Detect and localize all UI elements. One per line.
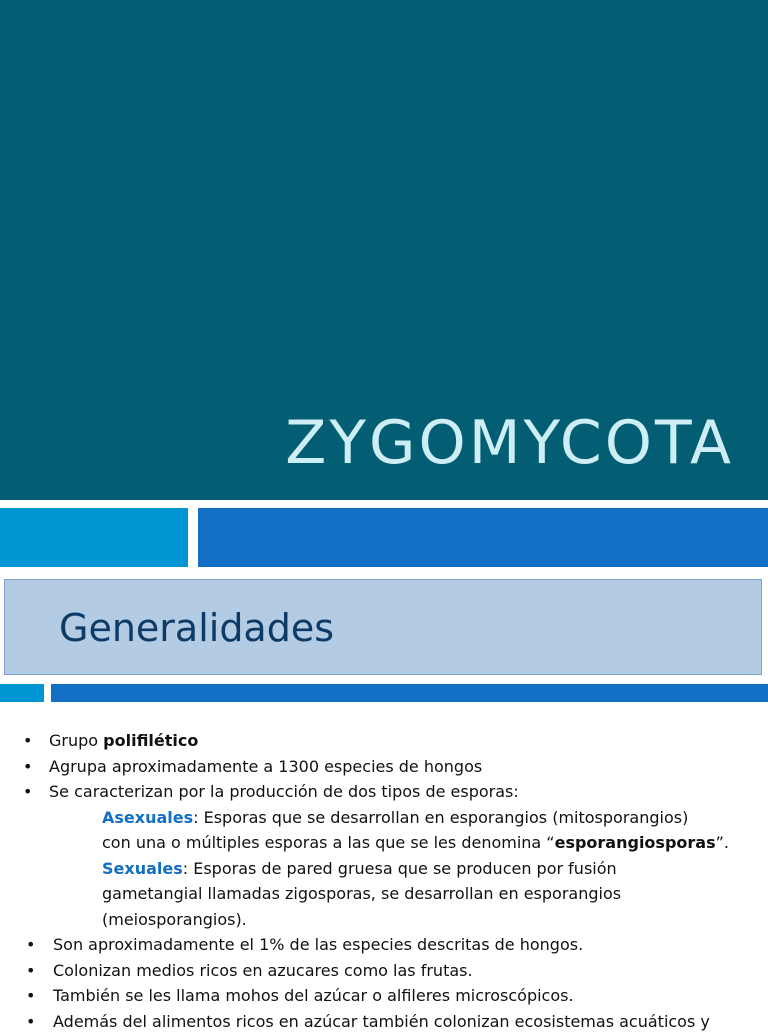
- list-item-text: Agrupa aproximadamente a 1300 especies de hongos: [49, 757, 482, 776]
- list-item-text: ”.: [716, 833, 729, 852]
- sub-item-sexual-cont: [0, 907, 768, 933]
- list-item-text: : Esporas que se desarrollan en esporangios (mitosporangios): [193, 808, 688, 827]
- list-item-text: Grupo: [49, 731, 103, 750]
- slide-title: ZYGOMYCOTA: [285, 408, 734, 478]
- list-item-text: También se les llama mohos del azúcar o alfileres microscópicos.: [53, 986, 574, 1005]
- accent-bar-light-small: [0, 684, 44, 702]
- list-item: [0, 754, 768, 780]
- list-item-bold: polifilético: [103, 731, 198, 750]
- sub-item-sexual: [0, 856, 768, 882]
- sub-item-sexual-cont: [0, 881, 768, 907]
- list-item: [0, 1009, 768, 1034]
- bullet-dot: •: [26, 958, 35, 984]
- term-sexual: Sexuales: [102, 859, 183, 878]
- bullet-dot: •: [23, 754, 32, 780]
- title-slide: [0, 0, 768, 500]
- sub-item-asexual: [0, 805, 768, 831]
- bullet-dot: •: [23, 779, 32, 805]
- list-item: [0, 779, 768, 805]
- list-item: [0, 983, 768, 1009]
- bullet-list: [0, 728, 768, 1034]
- list-item: [0, 958, 768, 984]
- list-item-text: Son aproximadamente el 1% de las especies descritas de hongos.: [53, 935, 583, 954]
- bullet-dot: •: [26, 932, 35, 958]
- accent-bar-light: [0, 508, 188, 567]
- list-item-text: con una o múltiples esporas a las que se les denomina “: [102, 833, 555, 852]
- list-item-text: Además del alimentos ricos en azúcar también colonizan ecosistemas acuáticos y: [53, 1012, 710, 1031]
- accent-bar-dark: [198, 508, 768, 567]
- list-item-bold: esporangiosporas: [555, 833, 716, 852]
- section-title: Generalidades: [59, 606, 334, 650]
- term-asexual: Asexuales: [102, 808, 193, 827]
- list-item-text: Colonizan medios ricos en azucares como las frutas.: [53, 961, 473, 980]
- list-item-text: (meiosporangios).: [102, 910, 247, 929]
- bullet-dot: •: [26, 1009, 35, 1034]
- list-item-text: gametangial llamadas zigosporas, se desarrollan en esporangios: [102, 884, 621, 903]
- list-item-text: Se caracterizan por la producción de dos tipos de esporas:: [49, 782, 519, 801]
- bullet-dot: •: [23, 728, 32, 754]
- list-item: [0, 728, 768, 754]
- list-item: [0, 932, 768, 958]
- bullet-dot: •: [26, 983, 35, 1009]
- sub-item-asexual-cont: [0, 830, 768, 856]
- section-header: [4, 579, 762, 675]
- list-item-text: : Esporas de pared gruesa que se producen por fusión: [183, 859, 617, 878]
- accent-bar-dark-wide: [51, 684, 768, 702]
